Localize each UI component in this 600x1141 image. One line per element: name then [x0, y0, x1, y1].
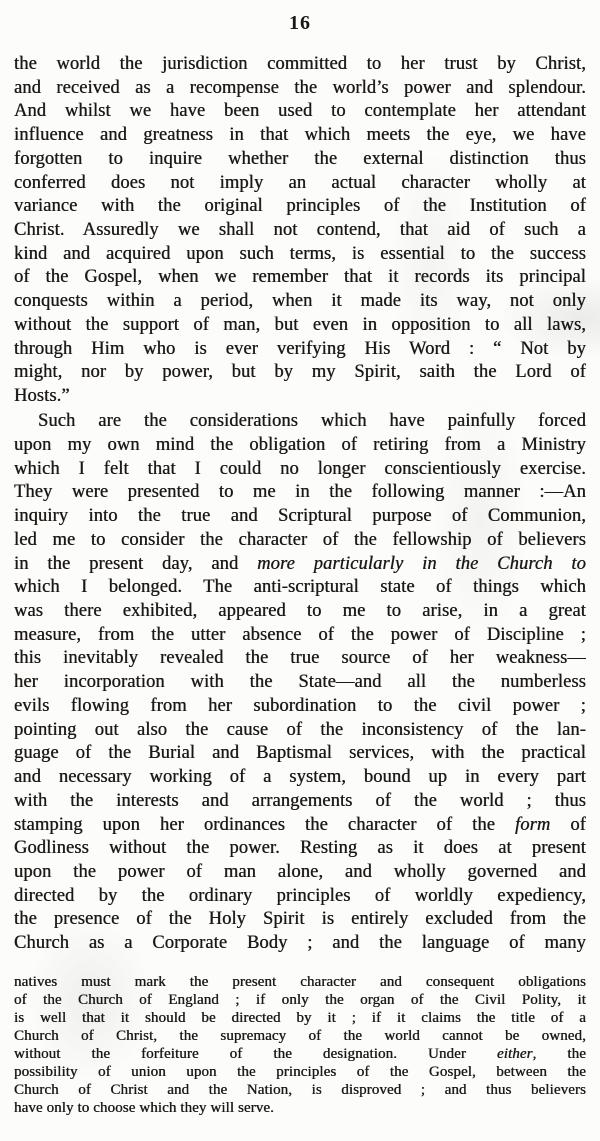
text-line [14, 434, 586, 458]
text-line [14, 266, 586, 290]
text-line [14, 885, 586, 909]
text-segment: the world the jurisdiction committed to her trust by Christ, [14, 54, 586, 74]
text-segment: stamping upon her ordinances the character of the [14, 814, 516, 835]
text-line [14, 77, 586, 101]
text-segment: evils flowing from her subordination to the civil power ; [14, 695, 586, 716]
text-line [14, 553, 586, 577]
text-segment: They were presented to me in the following manner :—An [14, 482, 586, 503]
text-segment: through Him who is ever verifying His Word : “ Not by [14, 338, 586, 359]
text-segment: conquests within a period, when it made its way, not only [14, 291, 586, 312]
text-segment: possibility of union upon the principles of the Gospel, between the [14, 1063, 586, 1080]
text-line [14, 861, 586, 885]
text-line [14, 314, 586, 338]
text-line [14, 1009, 586, 1027]
text-line [14, 148, 586, 172]
italic-text: form [515, 814, 551, 835]
text-segment: is well that it should be directed by it ; if it claims the title of a [14, 1009, 586, 1026]
text-segment: Hosts.” [14, 386, 70, 407]
text-line [14, 385, 586, 409]
text-line [14, 790, 586, 814]
text-line [14, 908, 586, 932]
italic-text: more particularly in the Church to [257, 553, 586, 574]
text-segment: Church of Christ and the Nation, is disproved ; and thus believers [14, 1081, 586, 1098]
text-segment: forgotten to inquire whether the external distinction thus [14, 148, 586, 169]
text-line [14, 219, 586, 243]
text-segment: this inevitably revealed the true source of her weakness— [14, 648, 586, 669]
text-segment: conferred does not imply an actual character wholly at [14, 172, 586, 193]
text-segment: and necessary working of a system, bound up in every part [14, 767, 586, 788]
text-segment: guage of the Burial and Baptismal services, with the practical [14, 743, 586, 764]
text-segment: And whilst we have been used to contemplate her attendant [14, 101, 586, 122]
text-line [14, 100, 586, 124]
text-line [14, 458, 586, 482]
text-line [14, 671, 586, 695]
text-segment: of the Church of England ; if only the organ of the Civil Polity, it [14, 991, 586, 1008]
body-text [14, 53, 586, 956]
footnote [14, 973, 586, 1117]
text-segment: which I felt that I could no longer conscientiously exercise. [14, 458, 586, 479]
text-line [14, 576, 586, 600]
text-line [14, 243, 586, 267]
text-segment: Godliness without the power. Resting as it does at present [14, 838, 586, 859]
text-segment: variance with the original principles of the Institution of [14, 196, 586, 217]
text-segment: without the support of man, but even in opposition to all laws, [14, 314, 586, 335]
text-line [14, 1063, 586, 1081]
text-segment: Such are the considerations which have painfully forced [38, 411, 586, 432]
text-segment: pointing out also the cause of the inconsistency of the lan- [14, 719, 586, 740]
text-line [14, 624, 586, 648]
text-segment: the presence of the Holy Spirit is entirely excluded from the [14, 909, 586, 930]
text-line [14, 991, 586, 1009]
text-segment: measure, from the utter absence of the power of Discipline ; [14, 624, 586, 645]
text-line [14, 766, 586, 790]
text-segment: inquiry into the true and Scriptural purpose of Communion, [14, 506, 586, 527]
text-segment: natives must mark the present character and consequent obligations [14, 973, 586, 990]
text-segment: influence and greatness in that which meets the eye, we have [14, 125, 586, 146]
text-line [14, 481, 586, 505]
text-segment: might, nor by power, but by my Spirit, saith the Lord of [14, 362, 586, 383]
text-line [14, 361, 586, 385]
text-segment: upon the power of man alone, and wholly governed and [14, 861, 586, 882]
text-line [14, 505, 586, 529]
text-segment: was there exhibited, appeared to me to arise, in a great [14, 601, 586, 622]
text-segment: of the Gospel, when we remember that it records its principal [14, 267, 586, 288]
text-segment: led me to consider the character of the fellowship of believers [14, 529, 586, 550]
text-segment: , the [532, 1045, 586, 1062]
text-line [14, 1027, 586, 1045]
text-segment: and received as a recompense the world’s power and splendour. [14, 77, 586, 98]
text-line [14, 1081, 586, 1099]
text-segment: of [550, 814, 586, 835]
text-line [14, 973, 586, 991]
text-line [14, 1045, 586, 1063]
text-segment: directed by the ordinary principles of worldly expediency, [14, 885, 586, 906]
text-line [14, 814, 586, 838]
text-line [14, 124, 586, 148]
text-line [14, 837, 586, 861]
text-line [14, 195, 586, 219]
text-segment: kind and acquired upon such terms, is essential to the success [14, 243, 586, 264]
paragraph-1 [14, 53, 586, 409]
text-line [14, 647, 586, 671]
text-line [14, 719, 586, 743]
text-line [14, 695, 586, 719]
text-segment: upon my own mind the obligation of retiring from a Ministry [14, 435, 586, 455]
text-line [14, 172, 586, 196]
text-segment: with the interests and arrangements of the world ; thus [14, 790, 586, 811]
page-number: 16 [289, 12, 311, 34]
text-line [14, 932, 586, 956]
text-segment: Church as a Corporate Body ; and the language of many [14, 933, 586, 954]
text-line [14, 338, 586, 362]
text-line [14, 529, 586, 553]
text-line [14, 600, 586, 624]
text-segment: without the forfeiture of the designation. Under [14, 1045, 497, 1062]
italic-text: either [496, 1045, 533, 1062]
text-segment: Christ. Assuredly we shall not contend, that aid of such a [14, 220, 586, 241]
text-line [14, 742, 586, 766]
text-segment: her incorporation with the State—and all the numberless [14, 672, 586, 693]
text-line [14, 290, 586, 314]
text-line [14, 410, 586, 434]
text-line [14, 53, 586, 77]
paragraph-2 [14, 410, 586, 956]
text-segment: Church of Christ, the supremacy of the world cannot be owned, [14, 1027, 586, 1044]
text-segment: have only to choose which they will serve. [14, 1099, 274, 1116]
text-segment: in the present day, and [14, 553, 258, 574]
text-line [14, 1099, 586, 1117]
text-segment: which I belonged. The anti-scriptural state of things which [14, 577, 586, 598]
